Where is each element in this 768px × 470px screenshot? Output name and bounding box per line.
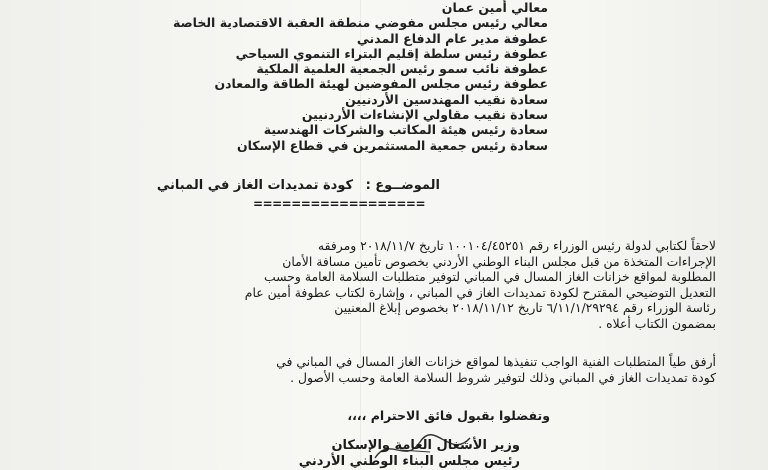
subject-label: الموضــوع :	[365, 178, 440, 193]
signature-title: وزير الأشغال العامة والإسكان	[331, 438, 520, 453]
subject-line	[156, 178, 440, 193]
addressee-line: عطوفة مدير عام الدفاع المدني	[356, 30, 548, 46]
addressee-line: سعادة رئيس هيئة المكاتب والشركات الهندسية	[263, 122, 548, 138]
addressee-line: سعادة نقيب مقاولي الإنشاءات الأردنيين	[301, 107, 548, 123]
addressee-line: سعادة نقيب المهندسين الأردنيين	[345, 91, 548, 107]
addressee-line: سعادة رئيس جمعية المستثمرين في قطاع الإسكان	[236, 137, 548, 153]
paragraph-line: كودة تمديدات الغاز في المباني وذلك لتوفير شروط السلامة العامة وحسب الأصول .	[290, 369, 716, 385]
addressee-line: عطوفة رئيس مجلس المفوضين لهيئة الطاقة والمعادن	[214, 76, 548, 92]
body-paragraph-1	[168, 238, 716, 332]
paragraph-line: لاحقاً لكتابي لدولة رئيس الوزراء رقم ١٠٠١٠٤/٤٥٢٥١ تاريخ ٢٠١٨/١١/٧ ومرفقه	[317, 238, 716, 253]
body-paragraph-2	[168, 354, 716, 385]
signature-block	[298, 438, 520, 470]
paragraph-line: بمضمون الكتاب أعلاه .	[598, 315, 716, 331]
paragraph-line: أرفق طياً المتطلبات الفنية الواجب تنفيذها لمواقع خزانات الغاز المسال في المباني في	[276, 354, 716, 369]
paragraph-line: الإجراءات المتخذة من قبل مجلس البناء الوطني الأردني بخصوص تأمين مسافة الأمان	[282, 253, 716, 269]
paragraph-line: رئاسة الوزراء رقم ٦/١١/١/٢٩٢٩٤ تاريخ ٢٠١٨/١١/١٢ بخصوص إبلاغ المعنيين	[334, 300, 716, 316]
subject-text: كودة تمديدات الغاز في المباني	[156, 178, 354, 193]
addressee-line: عطوفة نائب سمو رئيس الجمعية العلمية الملكية	[256, 61, 548, 77]
addressee-list	[173, 0, 548, 153]
closing-line: وتفضلوا بقبول فائق الاحترام ،،،،	[347, 408, 550, 423]
paragraph-line: المطلوبة لمواقع خزانات الغاز المسال في المباني لتوفير متطلبات السلامة العامة وحسب	[264, 269, 716, 285]
addressee-line: معالي رئيس مجلس مفوضي منطقة العقبة الاقتصادية الخاصة	[173, 15, 548, 31]
paragraph-line: التعديل التوضيحي المقترح لكودة تمديدات الغاز في المباني ، وإشارة لكتاب عطوفة أمين عام	[244, 284, 716, 300]
addressee-line: معالي أمين عمان	[441, 0, 548, 15]
subject-underline: ==================	[253, 197, 425, 211]
addressee-line: عطوفة رئيس سلطة إقليم البتراء التنموي السياحي	[235, 45, 548, 61]
signature-title: رئيس مجلس البناء الوطني الأردني	[298, 454, 520, 469]
